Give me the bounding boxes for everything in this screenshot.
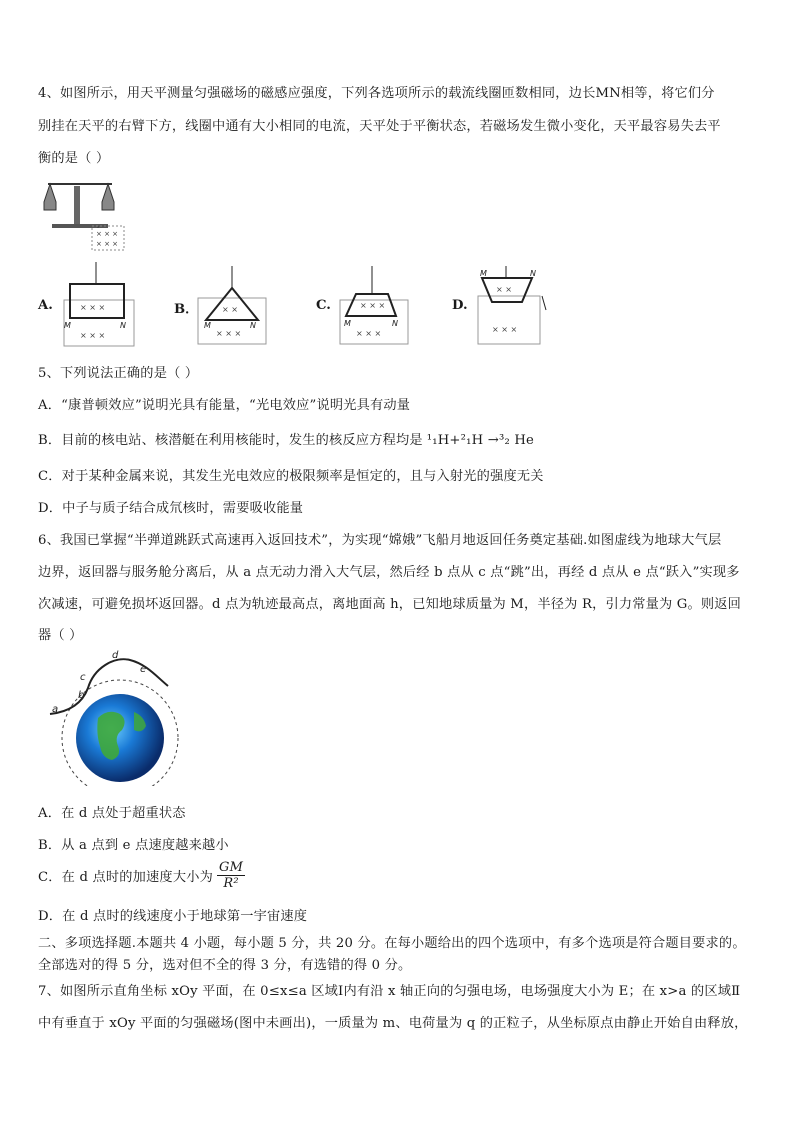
svg-text:N: N bbox=[392, 319, 398, 328]
point-d-label: d bbox=[112, 650, 119, 661]
q5-option-b-text: B．目前的核电站、核潜艇在利用核能时，发生的核反应方程均是 bbox=[38, 433, 423, 448]
svg-text:× × ×: × × × bbox=[356, 329, 382, 338]
svg-text:× ×: × × bbox=[222, 305, 238, 314]
svg-text:M: M bbox=[64, 321, 71, 330]
svg-text:N: N bbox=[120, 321, 126, 330]
svg-text:M: M bbox=[344, 319, 351, 328]
balance-figure bbox=[38, 176, 128, 254]
field-marks: × × × bbox=[80, 303, 106, 312]
svg-text:N: N bbox=[250, 321, 256, 330]
q4-option-b-label: B． bbox=[174, 302, 199, 317]
svg-text:× × ×: × × × bbox=[80, 331, 106, 340]
coil-triangle-figure bbox=[196, 266, 268, 346]
point-c-label: c bbox=[80, 672, 86, 683]
q4-stem-line-2: 别挂在天平的右臂下方，线圈中通有大小相同的电流，天平处于平衡状态，若磁场发生微小变化，天平最容易失去平 bbox=[38, 119, 721, 134]
q4-stem-line-3: 衡的是（ ） bbox=[38, 151, 110, 166]
coil-rectangle-figure bbox=[60, 262, 138, 348]
section-2-heading-line-2: 全部选对的得 5 分，选对但不全的得 3 分，有选错的得 0 分。 bbox=[38, 958, 412, 973]
svg-text:× × ×: × × × bbox=[216, 329, 242, 338]
svg-text:× ×: × × bbox=[496, 285, 512, 294]
earth-trajectory-figure bbox=[38, 646, 188, 786]
q6-option-b: B．从 a 点到 e 点速度越来越小 bbox=[38, 838, 229, 853]
svg-text:× × ×: × × × bbox=[492, 325, 518, 334]
q5-option-d: D．中子与质子结合成氘核时，需要吸收能量 bbox=[38, 501, 304, 516]
nuclear-equation: ¹₁H+²₁H →³₂ He bbox=[426, 433, 535, 448]
svg-text:M: M bbox=[204, 321, 211, 330]
acceleration-fraction: $\frac{GM}{\text{R²}}$ bbox=[218, 860, 244, 891]
coil-inverted-trapezoid-figure bbox=[474, 266, 554, 346]
svg-text:N: N bbox=[530, 269, 536, 278]
q7-stem-line-2: 中有垂直于 xOy 平面的匀强磁场(图中未画出)，一质量为 m、电荷量为 q 的正粒子，从坐标原点由静止开始自由释放， bbox=[38, 1016, 748, 1031]
q7-stem-line-1: 7、如图所示直角坐标 xOy 平面，在 0≤x≤a 区域Ⅰ内有沿 x 轴正向的匀强电场，电场强度大小为 E；在 x>a 的区域Ⅱ bbox=[38, 984, 741, 999]
q6-option-c-text: C．在 d 点时的加速度大小为 bbox=[38, 870, 213, 885]
q6-option-c bbox=[38, 860, 245, 891]
q5-stem: 5、下列说法正确的是（ ） bbox=[38, 366, 199, 381]
q6-option-a: A．在 d 点处于超重状态 bbox=[38, 806, 186, 821]
q6-stem-line-1: 6、我国已掌握“半弹道跳跃式高速再入返回技术”，为实现“嫦娥”飞船月地返回任务奠定基础.如图虚线为地球大气层 bbox=[38, 533, 722, 548]
q5-option-b bbox=[38, 429, 534, 448]
svg-text:× × ×: × × × bbox=[96, 240, 119, 248]
q6-option-d: D．在 d 点时的线速度小于地球第一宇宙速度 bbox=[38, 909, 308, 924]
q5-option-c: C．对于某种金属来说，其发生光电效应的极限频率是恒定的，且与入射光的强度无关 bbox=[38, 469, 544, 484]
q4-stem-line-1: 4、如图所示，用天平测量匀强磁场的磁感应强度，下列各选项所示的载流线圈匝数相同，边长MN相等，将它们分 bbox=[38, 86, 715, 101]
section-2-heading-line-1: 二、多项选择题.本题共 4 小题，每小题 5 分，共 20 分。在每小题给出的四个选项中，有多个选项是符合题目要求的。 bbox=[38, 936, 746, 951]
point-b-label: b bbox=[78, 690, 85, 701]
svg-text:× × ×: × × × bbox=[96, 230, 119, 238]
q4-option-a-label: A. bbox=[38, 298, 53, 313]
q5-option-a: A．“康普顿效应”说明光具有能量，“光电效应”说明光具有动量 bbox=[38, 398, 411, 413]
q6-stem-line-2: 边界，返回器与服务舱分离后，从 a 点无动力滑入大气层，然后经 b 点从 c 点“跳”出，再经 d 点从 e 点“跃入”实现多 bbox=[38, 565, 740, 580]
point-e-label: e bbox=[140, 664, 147, 675]
svg-text:M: M bbox=[480, 269, 487, 278]
coil-trapezoid-figure bbox=[338, 266, 410, 346]
svg-text:× × ×: × × × bbox=[360, 301, 386, 310]
q6-stem-line-3: 次减速，可避免损坏返回器。d 点为轨迹最高点，离地面高 h，已知地球质量为 M，半径为 R，引力常量为 G。则返回 bbox=[38, 597, 742, 612]
q6-stem-line-4: 器（ ） bbox=[38, 628, 83, 643]
q4-option-d-label: D. bbox=[452, 298, 468, 313]
point-a-label: a bbox=[52, 704, 59, 715]
q4-option-c-label: C. bbox=[316, 298, 331, 313]
